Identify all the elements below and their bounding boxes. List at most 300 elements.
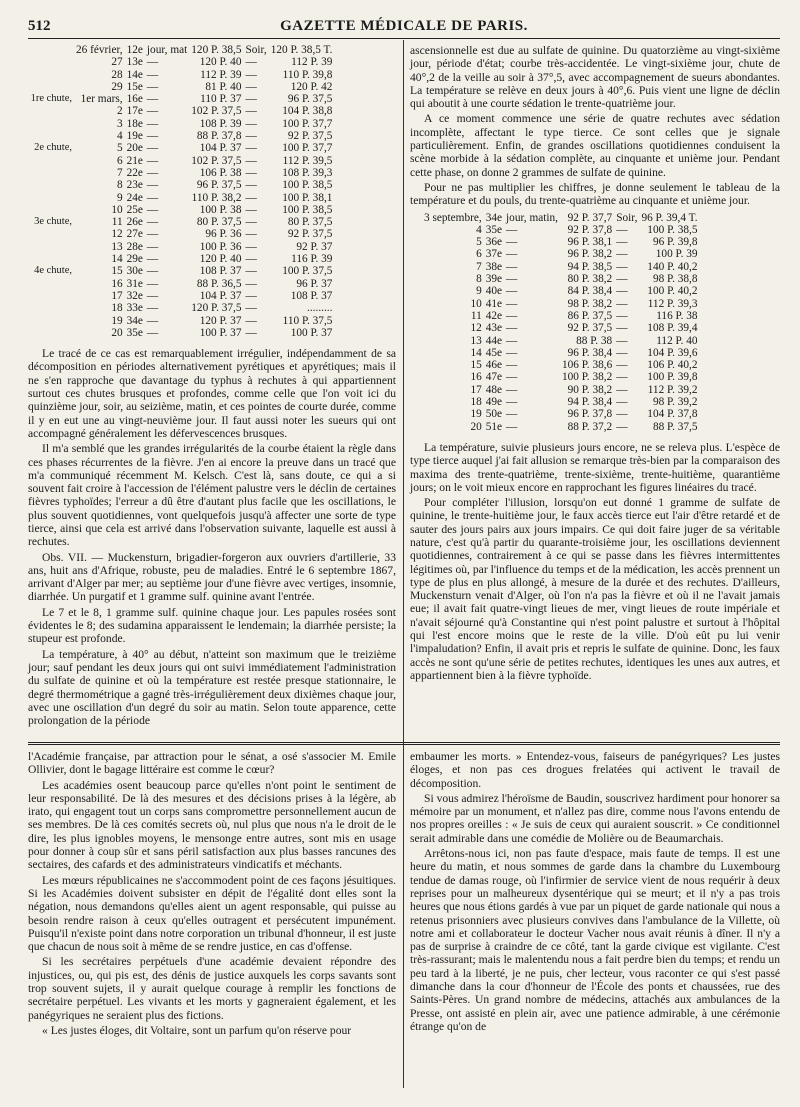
table-row <box>422 359 700 371</box>
table-cell-m2: 120 P. 38,5 T. <box>270 44 333 56</box>
table-cell-ev: — <box>616 273 628 286</box>
table-cell-tag: — <box>146 314 159 327</box>
table-cell-m1: 108 P. 39 <box>199 117 242 130</box>
table-cell-m2: 120 P. 42 <box>290 80 333 93</box>
table-cell-tag: — <box>146 93 159 106</box>
table-cell-m1: 106 P. 38 <box>199 166 242 179</box>
table-cell-tag: — <box>506 236 518 249</box>
table-cell-nth: 47e <box>485 371 503 384</box>
table-cell-tag: — <box>146 154 159 167</box>
table-cell-label <box>28 204 74 216</box>
table-cell-tag: — <box>146 56 159 69</box>
table-row <box>28 44 334 56</box>
table-cell-nth: 42e <box>485 309 503 322</box>
paragraph: La température, suivie plusieurs jours encore, ne se releva plus. L'espèce de type tierce auquel j'ai fait allusion se remarque très-bien par la comparaison des maxima des trente-quatrième, trente-sixième, trente-huitième, quarantième jours; on le voit mieux encore en rapprochant les figures linéaires du tracé. <box>410 440 780 494</box>
table-cell-nth: 44e <box>485 334 503 347</box>
table-cell-nth: 46e <box>485 359 503 372</box>
table-cell-day: 8 <box>476 273 482 286</box>
table-cell-ev: — <box>616 309 628 322</box>
table-cell-day: 15 <box>470 359 482 372</box>
left-column <box>28 44 396 729</box>
table-cell-day: 13 <box>111 240 123 253</box>
table-cell-day: 7 <box>476 260 482 273</box>
table-cell-day: 11 <box>470 309 482 322</box>
table-cell-nth: 35e <box>126 326 143 339</box>
table-cell-m1: 110 P. 38,2 <box>191 191 242 204</box>
table-cell-ev: — <box>616 371 628 384</box>
table-row <box>28 155 334 167</box>
table-cell-m1: 88 P. 37,2 <box>567 420 613 433</box>
table-cell-nth: 31e <box>126 277 143 290</box>
table-cell-m1: 110 P. 37 <box>200 93 242 106</box>
table-row <box>28 130 334 142</box>
table-row <box>422 298 700 310</box>
table-row <box>422 335 700 347</box>
table-cell-nth: 41e <box>485 297 503 310</box>
table-row <box>28 192 334 204</box>
table-cell-nth: 14e <box>126 68 143 81</box>
table-cell-m1: 104 P. 37 <box>199 142 242 155</box>
journal-title: GAZETTE MÉDICALE DE PARIS. <box>280 18 528 34</box>
table-row <box>422 236 700 248</box>
table-row <box>28 315 334 327</box>
table-cell-day: 12 <box>111 228 123 241</box>
table-cell-ev: — <box>245 142 257 155</box>
table-cell-label <box>28 81 74 93</box>
table-cell-tag: — <box>506 260 518 273</box>
table-cell-nth: 23e <box>126 179 143 192</box>
table-row <box>28 93 334 105</box>
table-cell-nth: 16e <box>126 93 143 106</box>
table-cell-tag: — <box>146 117 159 130</box>
table-row <box>422 421 700 433</box>
table-cell-m1: 92 P. 37,5 <box>567 322 613 335</box>
table-cell-ev: — <box>616 297 628 310</box>
table-cell-tag: — <box>506 346 518 359</box>
table-cell-m2: 140 P. 40,2 <box>647 260 698 273</box>
table-cell-ev: — <box>245 56 257 69</box>
table-row <box>28 69 334 81</box>
table-row <box>422 310 700 322</box>
table-cell-m2: 104 P. 37,8 <box>647 408 698 421</box>
table-cell-m2: 100 P. 38,5 <box>282 203 333 216</box>
table-cell-day: 3 septembre, <box>424 211 482 224</box>
table-cell-label <box>28 228 74 240</box>
table-cell-tag: — <box>506 383 518 396</box>
table-cell-m1: 102 P. 37,5 <box>191 105 242 118</box>
table-cell-ev: — <box>245 130 257 143</box>
table-cell-ev: Soir, <box>616 211 638 224</box>
table-cell-m2: 104 P. 38,8 <box>282 105 333 118</box>
table-cell-day: 29 <box>111 80 123 93</box>
table-cell-ev: — <box>616 248 628 261</box>
table-row <box>28 118 334 130</box>
paragraph: Si les secrétaires perpétuels d'une académie devaient répondre des injustices, ou, qui pis est, des dénis de justice auxquels les corps savants sont trop souvent sujets, il y aurait quelque courage à remplir les fonctions de secrétaire perpétuel. Les vivants et les morts y gagneraient également, et les panégyriques ne seraient plus des fictions. <box>28 955 396 1022</box>
table-cell-day: 16 <box>470 371 482 384</box>
table-row <box>28 278 334 290</box>
table-cell-m2: 96 P. 37,5 <box>287 93 333 106</box>
table-cell-label <box>28 130 74 142</box>
table-cell-tag: — <box>506 297 518 310</box>
table-cell-m1: 96 P. 37,5 <box>196 179 242 192</box>
table-cell-day: 28 <box>111 68 123 81</box>
table-cell-nth: 33e <box>126 302 143 315</box>
table-cell-nth: 34e <box>126 314 143 327</box>
table-cell-m2: 100 P. 37,7 <box>282 142 333 155</box>
table-cell-ev: — <box>616 223 628 236</box>
table-row <box>422 248 700 260</box>
table-row <box>28 241 334 253</box>
table-cell-ev: — <box>616 322 628 335</box>
table-cell-day: 9 <box>116 191 123 204</box>
table-cell-m1: 96 P. 36 <box>205 228 242 241</box>
table-cell-m1: 92 P. 37,7 <box>567 211 613 224</box>
table-cell-ev: — <box>616 260 628 273</box>
table-cell-day: 2 <box>116 105 123 118</box>
table-cell-nth: 43e <box>485 322 503 335</box>
table-cell-day: 10 <box>111 203 123 216</box>
table-cell-m1: 81 P. 40 <box>205 80 242 93</box>
table-cell-tag: — <box>146 203 159 216</box>
table-cell-ev: Soir, <box>245 44 267 56</box>
table-cell-day: 7 <box>116 166 123 179</box>
table-cell-m2: 112 P. 39,3 <box>647 297 698 310</box>
paragraph: Les académies osent beaucoup parce qu'elles n'ont point le sentiment de leur responsabilité. De là des mesures et des décisions prises à la légère, ab irato, qui engagent tout un corps sans compromettre personnellement aucun de ses membres. De là ces comités secrets où, nul plus que nous n'a le droit de le dire, les plus ignobles moyens, le mensonge entre autres, sont mis en usage pour donner à coup sûr et sans péril satisfaction aux plus basses rancunes des sectaires, des cafards et des administrateurs vindicatifs et méchants. <box>28 778 396 872</box>
table-cell-m2: 96 P. 37 <box>296 277 333 290</box>
table-cell-m1: 120 P. 40 <box>199 56 242 69</box>
table-cell-label <box>28 155 74 167</box>
table-cell-m1: 88 P. 38 <box>576 334 613 347</box>
table-cell-m2: ......... <box>307 302 333 315</box>
table-cell-m2: 100 P. 38,5 <box>647 223 698 236</box>
table-cell-m2: 112 P. 39,2 <box>647 383 698 396</box>
table-cell-m2: 100 P. 37,7 <box>282 117 333 130</box>
table-cell-label <box>28 290 74 302</box>
table-cell-ev: — <box>245 289 257 302</box>
table-cell-tag: — <box>146 179 159 192</box>
table-cell-m1: 96 P. 38,1 <box>567 236 613 249</box>
table-row <box>28 216 334 228</box>
table-cell-nth: 36e <box>485 236 503 249</box>
table-cell-m1: 94 P. 38,5 <box>567 260 613 273</box>
table-row <box>28 105 334 117</box>
table-cell-day: 6 <box>476 248 482 261</box>
table-cell-tag: — <box>146 302 159 315</box>
column-divider-feuilleton <box>403 748 404 1088</box>
table-cell-day: 19 <box>111 314 123 327</box>
table-cell-tag: jour, mat <box>146 44 188 56</box>
table-row <box>28 290 334 302</box>
table-cell-m1: 98 P. 38,2 <box>567 297 613 310</box>
table-cell-m2: 98 P. 38,8 <box>652 273 698 286</box>
table-cell-m1: 104 P. 37 <box>199 289 242 302</box>
table-cell-ev: — <box>245 314 257 327</box>
table-cell-label: 4e chute, <box>34 265 72 277</box>
table-cell-nth: 39e <box>485 273 503 286</box>
table-cell-m2: 80 P. 37,5 <box>287 216 333 229</box>
table-cell-m1: 106 P. 38,6 <box>562 359 613 372</box>
table-cell-label <box>28 302 74 314</box>
table-cell-day: 6 <box>116 154 123 167</box>
table-cell-m2: 104 P. 39,6 <box>647 346 698 359</box>
table-cell-nth: 12e <box>126 44 143 56</box>
table-row <box>422 384 700 396</box>
table-cell-day: 5 <box>476 236 482 249</box>
table-cell-tag: — <box>146 228 159 241</box>
table-cell-day: 16 <box>111 277 123 290</box>
table-cell-tag: — <box>506 371 518 384</box>
table-row <box>422 285 700 297</box>
right-column-text-bottom <box>410 441 780 682</box>
table-cell-day: 27 <box>111 56 123 69</box>
table-cell-nth: 28e <box>126 240 143 253</box>
table-cell-m1: 88 P. 37,8 <box>196 130 242 143</box>
table-cell-ev: — <box>616 408 628 421</box>
table-cell-day: 20 <box>470 420 482 433</box>
table-cell-ev: — <box>245 203 257 216</box>
table-cell-nth: 29e <box>126 253 143 266</box>
paragraph: l'Académie française, par attraction pour le sénat, a osé s'associer M. Emile Ollivier, dont le bagage littéraire est comme le cœur? <box>28 750 396 777</box>
table-cell-tag: — <box>146 191 159 204</box>
table-cell-day: 5 <box>116 142 123 155</box>
table-cell-day: 9 <box>476 285 482 298</box>
table-cell-tag: — <box>506 248 518 261</box>
table-cell-m1: 100 P. 38 <box>199 203 242 216</box>
paragraph: Arrêtons-nous ici, non pas faute d'espace, mais faute de temps. Il est une heure du matin, et nous sommes de garde dans la chambre du Luxembourg tendue de damas rouge, où l'infirmier de service vient de nous requérir à deux reprises pour un malheureux dysentérique qui se meurt; et il n'y a pas trois heures que nous étions gardés à vue par un piquet de garde nationale qui nous a retenus prisonniers avec plusieurs convives dans l'ambulance de la Villette, où notre ami et collaborateur le docteur Vacher nous avait réunis à dîner. Il n'y a pas de surprise à craindre de ce côté, tant la garde civique est vigilante. C'est très-rassurant; mais le malentendu nous a fait perdre bien du temps; et rendu un peu tard à la liberté, je ne puis, cher lecteur, vous raconter ce qui s'est passé dimanche dans la cour d'honneur de l'École des ponts et chaussées, rue des Saints-Pères. Un grand nombre de médecins, attachés aux ambulances de la Presse, ont assisté en plein air, avec une patience admirable, à une cérémonie étrange qu'on de <box>410 847 780 1033</box>
table-cell-nth: 40e <box>485 285 503 298</box>
table-cell-m1: 80 P. 38,2 <box>567 273 613 286</box>
paragraph: « Les justes éloges, dit Voltaire, sont un parfum qu'on réserve pour <box>42 1023 352 1037</box>
table-cell-nth: 24e <box>126 191 143 204</box>
table-cell-m2: 116 P. 38 <box>656 309 698 322</box>
table-cell-label <box>28 327 74 339</box>
table-cell-tag: — <box>506 322 518 335</box>
table-cell-ev: — <box>245 216 257 229</box>
table-cell-label <box>28 315 74 327</box>
table-cell-m1: 108 P. 37 <box>199 265 242 278</box>
table-cell-tag: — <box>146 216 159 229</box>
table-cell-m2: 108 P. 39,4 <box>647 322 698 335</box>
feuilleton-left <box>28 750 396 1039</box>
table-cell-day: 4 <box>116 130 123 143</box>
table-cell-nth: 27e <box>126 228 143 241</box>
table-cell-nth: 15e <box>126 80 143 93</box>
table-cell-day: 14 <box>470 346 482 359</box>
table-cell-ev: — <box>245 253 257 266</box>
table-cell-m1: 92 P. 37,8 <box>567 223 613 236</box>
table-cell-day: 19 <box>470 408 482 421</box>
table-row <box>422 212 700 224</box>
table-cell-ev: — <box>616 359 628 372</box>
table-cell-ev: — <box>245 228 257 241</box>
table-cell-nth: 35e <box>485 223 503 236</box>
paragraph: A ce moment commence une série de quatre rechutes avec sédation incomplète, affectant le type tierce. Ce sont celles que je signale particulièrement. Enfin, de grandes oscillations quotidiennes conduisent la scène morbide à la sédation complète, au cinquante et unième jour. Pendant cette phase, on donne 2 grammes de sulfate de quinine. <box>410 112 780 179</box>
table-cell-nth: 21e <box>126 154 143 167</box>
table-cell-ev: — <box>245 326 257 339</box>
right-column <box>410 44 780 684</box>
paragraph: Le 7 et le 8, 1 gramme sulf. quinine chaque jour. Les papules rosées sont évidentes le 8; des sudamina apparaissent le lendemain; la diarrhée persiste; la stupeur est profonde. <box>28 605 396 646</box>
table-cell-tag: — <box>506 273 518 286</box>
table-cell-m2: 92 P. 37,5 <box>287 130 333 143</box>
table-cell-day: 14 <box>111 253 123 266</box>
table-cell-m1: 96 P. 37,8 <box>567 408 613 421</box>
table-cell-tag: — <box>506 285 518 298</box>
table-cell-m1: 90 P. 38,2 <box>567 383 613 396</box>
table-cell-ev: — <box>245 80 257 93</box>
table-row <box>422 224 700 236</box>
paragraph: Obs. VII. — Muckensturn, brigadier-forgeron aux ouvriers d'artillerie, 33 ans, huit ans d'Afrique, robuste, peu de maladies. Entré le 6 septembre 1867, arrivant d'Alger par mer; au septième jour d'une fièvre avec vertiges, insomnie, diarrhée. Un purgatif et 1 gramme sulf. quinine avant l'entrée. <box>28 550 396 604</box>
table-cell-tag: — <box>506 408 518 421</box>
table-cell-ev: — <box>245 302 257 315</box>
table-cell-tag: — <box>146 130 159 143</box>
table-row <box>28 302 334 314</box>
table-cell-m1: 80 P. 37,5 <box>196 216 242 229</box>
table-cell-tag: — <box>506 359 518 372</box>
table-cell-nth: 38e <box>485 260 503 273</box>
table-cell-nth: 50e <box>485 408 503 421</box>
paragraph: embaumer les morts. » Entendez-vous, faiseurs de panégyriques? Les justes éloges, et non pas ces drogues frelatées qui activent le travail de décomposition. <box>410 750 780 790</box>
table-cell-tag: — <box>146 105 159 118</box>
table-cell-tag: — <box>146 166 159 179</box>
page-number: 512 <box>28 18 51 34</box>
temperature-table-2 <box>422 212 700 433</box>
table-cell-nth: 17e <box>126 105 143 118</box>
table-cell-nth: 25e <box>126 203 143 216</box>
paragraph: Pour compléter l'illusion, lorsqu'on eut donné 1 gramme de sulfate de quinine, le trente-huitième jour, le faux accès tierce eut l'air d'être retardé et de sauter des jours pairs aux jours impairs. Ce qui doit faire juger de sa véritable nature, c'est qu'à partir du quarante-troisième jour, les oscillations deviennent quotidiennes, contrairement à ce qui se passe dans les fièvres intermittentes légitimes où, par l'influence du temps et de la médication, les accès prennent un type de plus en plus allongé, à mesure de la durée et des rechutes. D'ailleurs, Muckensturn venait d'Alger, où l'on n'a pas la fièvre et où il ne l'avait jamais eue; il avait fait quatre-vingt lieues de mer, vingt lieues de route impériale et n'avait séjourné qu'à Constantine qui n'est point palustre et surtout à l'hôpital qui l'est encore moins que le reste de la ville. D'où eût pu lui venir l'impaludation? Enfin, il avait pris et repris le sulfate de quinine. Donc, les faux accès ne sont qu'une série de petites rechutes, identiques les unes aux autres, et appartiennent bien à la fièvre typhoïde. <box>410 496 780 682</box>
paragraph: Le tracé de ce cas est remarquablement irrégulier, indépendamment de sa décomposition en périodes alternativement pyrétiques et apyrétiques; mais il ne s'en rapproche que davantage du typhus à rechutes à qui appartiennent surtout ces chutes brusques et profondes, comme celle que l'on voit ici du quinzième jour, soir, au seizième, matin, et ces pointes de courte durée, comme il y en eut une au vingt-neuvième jour. Il faut aussi noter les sueurs qui ont accompagné généralement les défervescences brusques. <box>28 347 396 440</box>
table-cell-ev: — <box>245 179 257 192</box>
table-cell-nth: 49e <box>485 396 503 409</box>
table-cell-tag: — <box>146 80 159 93</box>
table-cell-ev: — <box>616 346 628 359</box>
table-cell-m1: 120 P. 40 <box>199 253 242 266</box>
table-cell-m2: 100 P. 38,1 <box>282 191 333 204</box>
table-cell-m2: 100 P. 37,5 <box>282 265 333 278</box>
table-cell-m1: 84 P. 38,4 <box>567 285 613 298</box>
table-cell-ev: — <box>245 166 257 179</box>
table-row <box>28 204 334 216</box>
table-cell-tag: — <box>146 277 159 290</box>
table-cell-label: 2e chute, <box>34 142 72 154</box>
table-cell-ev: — <box>245 117 257 130</box>
table-cell-day: 15 <box>111 265 123 278</box>
table-cell-nth: 30e <box>126 265 143 278</box>
table-cell-m1: 100 P. 38,2 <box>562 371 613 384</box>
table-cell-nth: 20e <box>126 142 143 155</box>
table-cell-ev: — <box>245 68 257 81</box>
table-cell-m1: 86 P. 37,5 <box>567 309 613 322</box>
table-cell-nth: 48e <box>485 383 503 396</box>
right-column-text-top <box>410 44 780 208</box>
table-cell-day: 1er mars, <box>80 93 123 106</box>
table-cell-nth: 26e <box>126 216 143 229</box>
header-rule <box>28 38 780 39</box>
paragraph: La température, à 40° au début, n'atteint son maximum que le treizième jour; sauf pendant les deux jours qui ont suivi immédiatement l'administration du sulfate de quinine et où la température est restée presque stationnaire, le degré thermométrique a gagné très-irrégulièrement deux dixièmes chaque jour, avec une oscillation d'un degré du soir au matin. Selon toute apparence, cette prolongation de la période <box>28 647 396 728</box>
table-cell-tag: — <box>146 326 159 339</box>
table-cell-label <box>28 105 74 117</box>
table-cell-m2: 112 P. 39,5 <box>282 154 333 167</box>
table-cell-nth: 13e <box>126 56 143 69</box>
table-row <box>28 167 334 179</box>
table-cell-tag: — <box>506 396 518 409</box>
table-cell-label <box>28 253 74 265</box>
table-cell-tag: jour, matin, <box>506 211 558 224</box>
table-cell-tag: — <box>146 265 159 278</box>
table-row <box>28 265 334 277</box>
table-cell-ev: — <box>245 105 257 118</box>
table-cell-nth: 45e <box>485 346 503 359</box>
table-cell-m2: 112 P. 40 <box>656 334 698 347</box>
table-cell-label <box>28 44 74 56</box>
table-cell-ev: — <box>245 240 257 253</box>
table-cell-tag: — <box>506 334 518 347</box>
table-cell-m2: 100 P. 39 <box>655 248 698 261</box>
table-cell-ev: — <box>245 277 257 290</box>
table-row <box>422 371 700 383</box>
table-cell-label <box>28 179 74 191</box>
table-cell-day: 18 <box>111 302 123 315</box>
table-cell-m1: 96 P. 38,4 <box>567 346 613 359</box>
table-row <box>28 253 334 265</box>
table-cell-label <box>28 69 74 81</box>
temperature-table-1 <box>28 44 334 339</box>
table-cell-tag: — <box>146 240 159 253</box>
table-row <box>422 261 700 273</box>
paragraph: Pour ne pas multiplier les chiffres, je donne seulement le tableau de la température et du pouls, du trente-quatrième au cinquante et unième jour. <box>410 180 780 208</box>
table-cell-tag: — <box>146 142 159 155</box>
table-cell-day: 13 <box>470 334 482 347</box>
table-cell-day: 12 <box>470 322 482 335</box>
table-row <box>28 327 334 339</box>
table-cell-day: 11 <box>111 216 123 229</box>
table-cell-m2: 108 P. 39,3 <box>282 166 333 179</box>
table-cell-m2: 106 P. 40,2 <box>647 359 698 372</box>
table-cell-m2: 92 P. 37,5 <box>287 228 333 241</box>
table-row <box>28 179 334 191</box>
table-cell-ev: — <box>616 396 628 409</box>
table-cell-label <box>28 192 74 204</box>
table-cell-label <box>28 118 74 130</box>
table-cell-day: 18 <box>470 396 482 409</box>
table-row <box>28 142 334 154</box>
table-row <box>422 273 700 285</box>
table-cell-ev: — <box>245 265 257 278</box>
paragraph: Les mœurs républicaines ne s'accommodent point de ces façons jésuitiques. Si les Académies doivent subsister en dépit de l'égalité dont elles sont la négation, nous demandons qu'elles aient un agent responsable, qui puisse au besoin rendre raison à ceux qu'elles outragent et persécutent impunément. Puisqu'il n'existe point dans notre corporation un tribunal d'honneur, il est juste que chacun de nous soit à même de se rendre justice, en cas d'offense. <box>28 873 396 954</box>
table-cell-m1: 100 P. 36 <box>199 240 242 253</box>
table-row <box>28 228 334 240</box>
table-cell-ev: — <box>245 154 257 167</box>
table-cell-m1: 102 P. 37,5 <box>191 154 242 167</box>
table-row <box>422 322 700 334</box>
paragraph: ascensionnelle est due au sulfate de quinine. Du quatorzième au vingt-sixième jour, période d'état; courbe très-accidentée. Le vingt-sixième jour, chute de 40°,2 de la veille au soir à 37°,5, avec accompagnement de sueurs abondantes. La température se relève en deux jours à 40°,6. Puis vient une ligne de déclin qui aboutit à une courte sédation le trente-quatrième jour. <box>410 44 780 111</box>
table-cell-label <box>28 241 74 253</box>
table-cell-day: 17 <box>470 383 482 396</box>
table-cell-m1: 112 P. 39 <box>200 68 242 81</box>
table-cell-m2: 96 P. 39,4 T. <box>641 211 698 224</box>
table-cell-m2: 110 P. 39,8 <box>282 68 333 81</box>
table-cell-nth: 22e <box>126 166 143 179</box>
table-cell-m2: 108 P. 37 <box>290 289 333 302</box>
table-cell-m2: 110 P. 37,5 <box>282 314 333 327</box>
table-cell-m2: 92 P. 37 <box>296 240 333 253</box>
table-cell-label: 1re chute, <box>30 93 72 105</box>
paragraph: Si vous admirez l'héroïsme de Baudin, souscrivez hardiment pour honorer sa mémoire par un monument, et n'allez pas dire, comme nous l'avons entendu de nos propres oreilles : « Je suis de ceux qui auraient souscrit. » Ce conditionnel serait admirable dans une comédie de Molière ou de Beaumarchais. <box>410 791 780 845</box>
table-cell-day: 8 <box>116 179 123 192</box>
table-cell-nth: 32e <box>126 289 143 302</box>
table-cell-m2: 100 P. 40,2 <box>647 285 698 298</box>
table-cell-nth: 19e <box>126 130 143 143</box>
table-cell-m1: 120 P. 37,5 <box>191 302 242 315</box>
